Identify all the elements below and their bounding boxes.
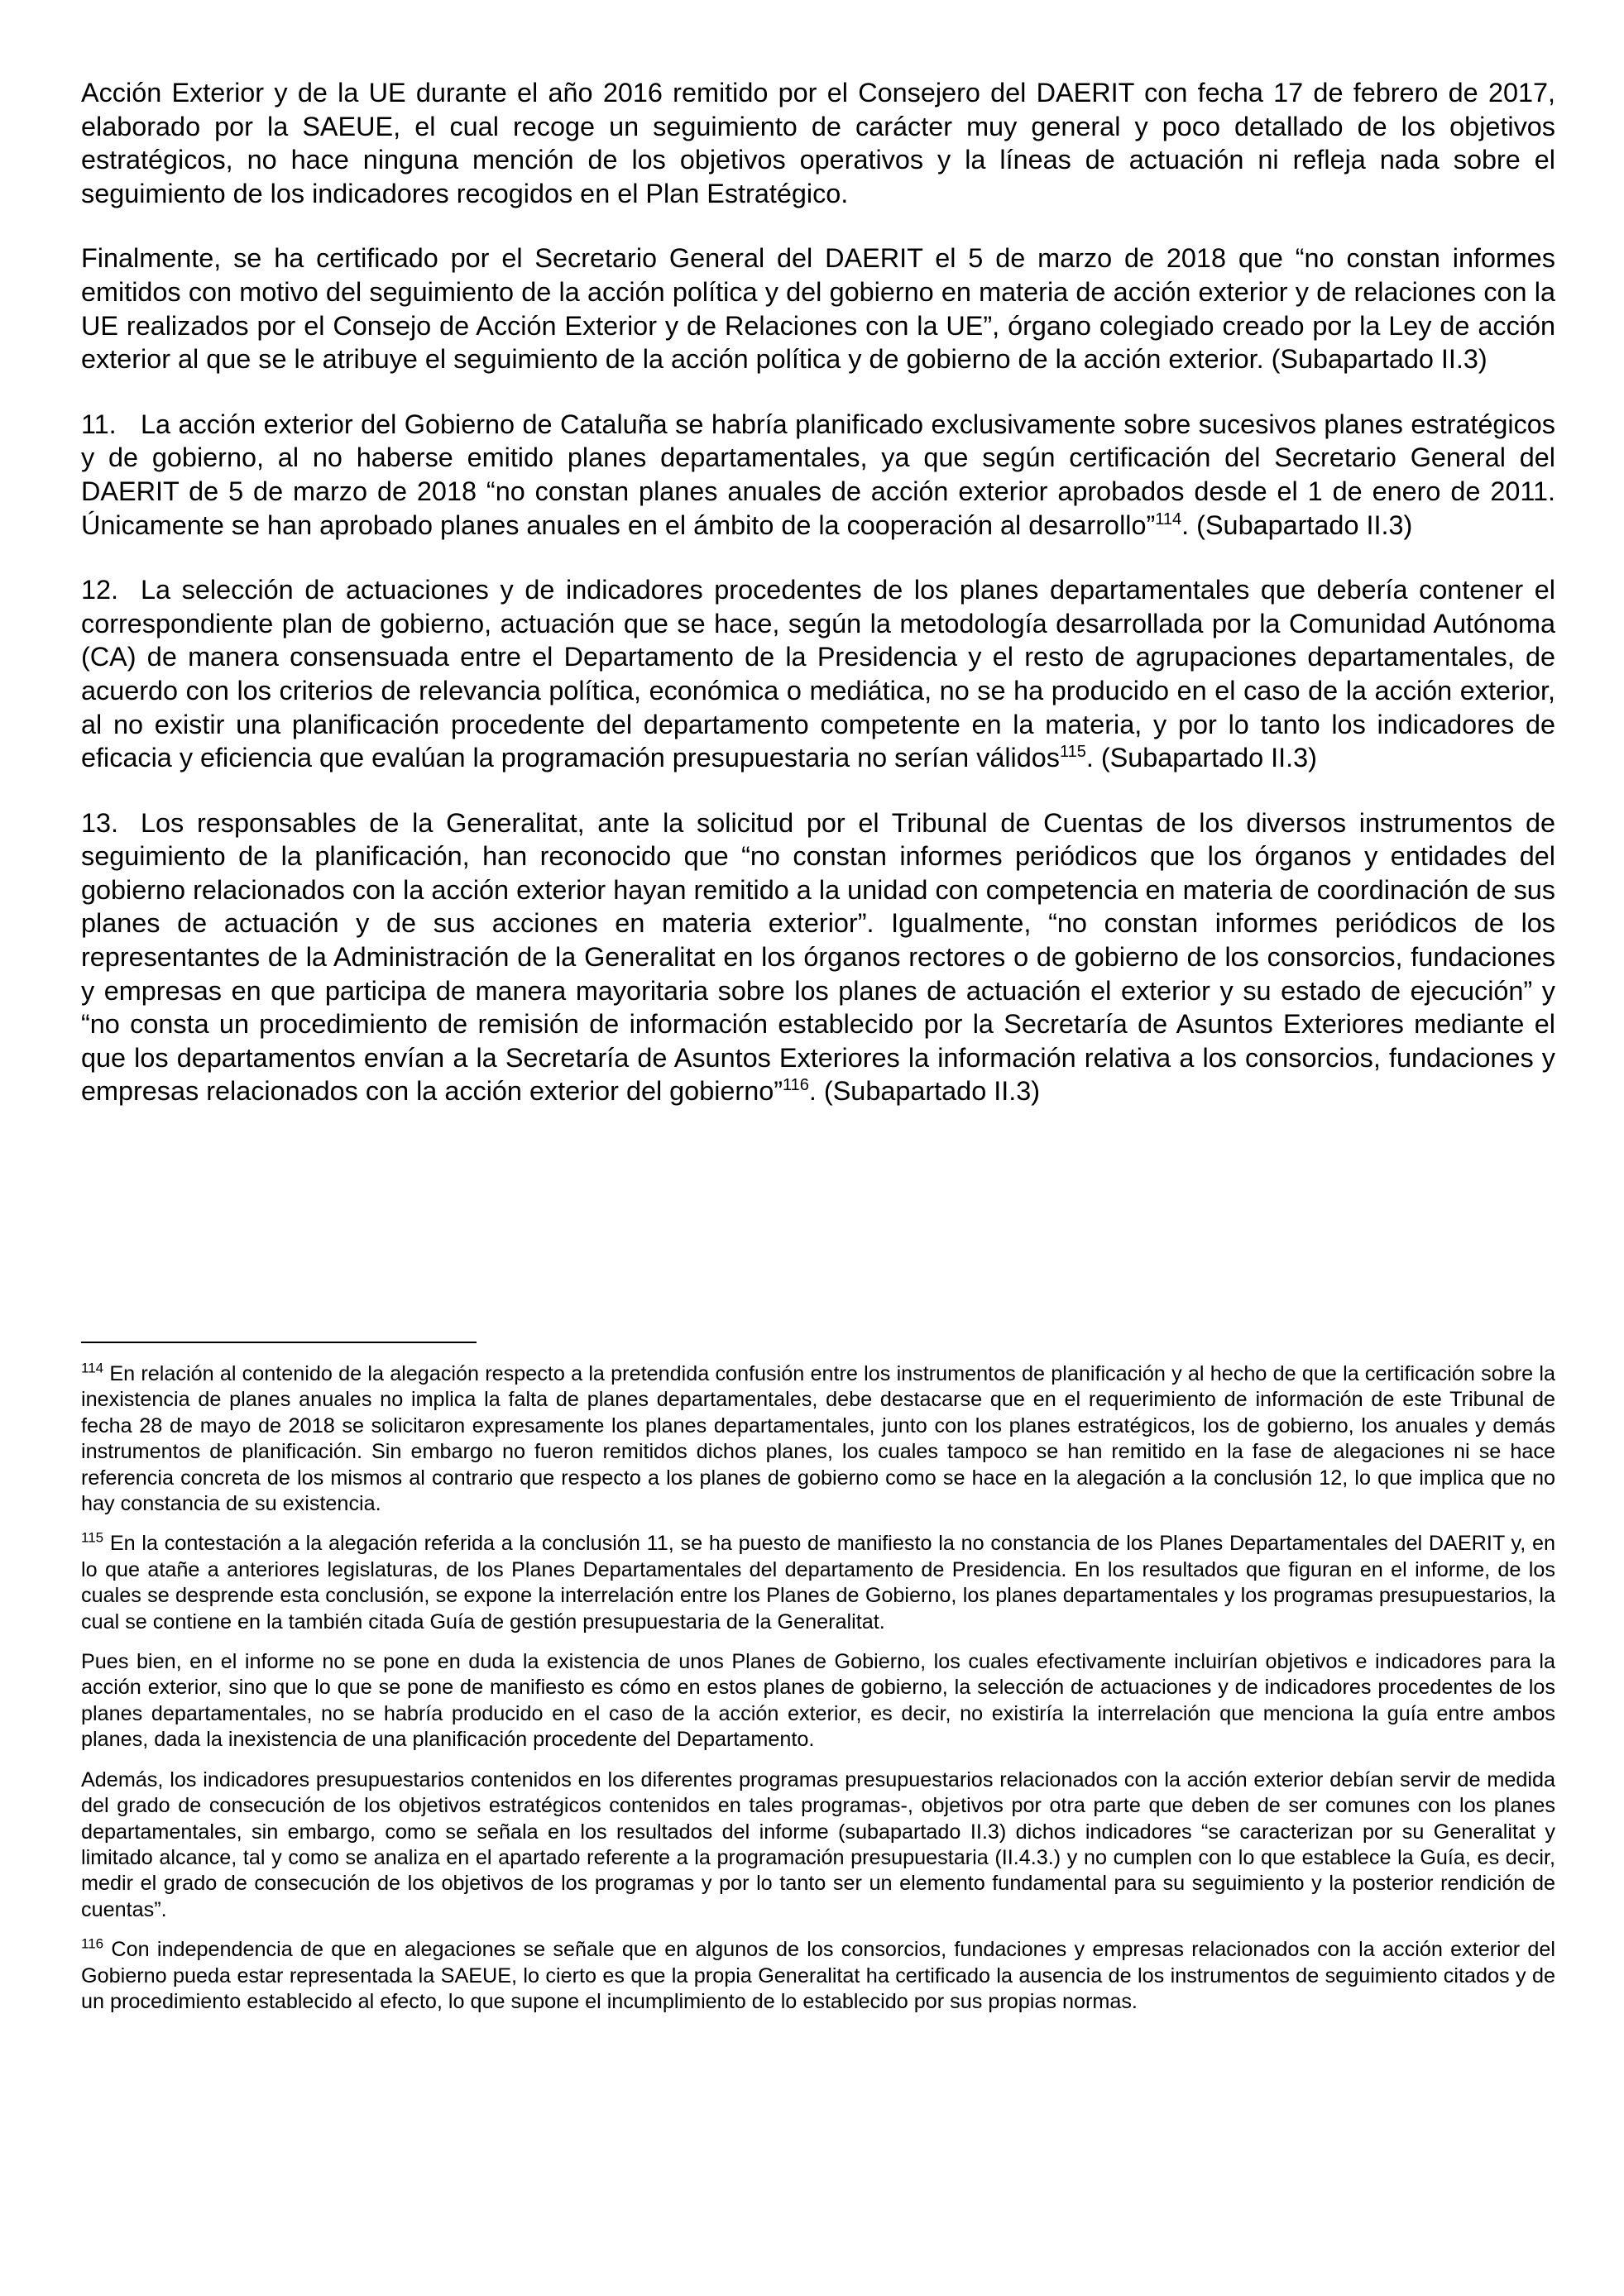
paragraph-text: Los responsables de la Generalitat, ante la solicitud por el Tribunal de Cuentas de los diversos instrumentos de seguimiento de la planificación, han reconocido que “no constan informes periódicos que los órganos y entidades del gobierno relacionados con la acción exterior hayan remitido a la unidad con competencia en materia de coordinación de sus planes de actuación y de sus acciones en materia exterior”. Igualmente, “no constan informes periódicos de los representantes de la Administración de la Generalitat en los órganos rectores o de gobierno de los consorcios, fundaciones y empresas en que participa de manera mayoritaria sobre los planes de actuación el exterior y su estado de ejecución” y “no consta un procedimiento de remisión de información establecido por la Secretaría de Asuntos Exteriores mediante el que los departamentos envían a la Secretaría de Asuntos Exteriores la información relativa a los consorcios, fundaciones y empresas relacionados con la acción exterior del gobierno” bbox=[81, 807, 1555, 1107]
footnote-number: 115 bbox=[81, 1530, 104, 1547]
document-page bbox=[81, 76, 1555, 2029]
paragraph-continuation bbox=[81, 76, 1555, 210]
footnote-text: En la contestación a la alegación referida a la conclusión 11, se ha puesto de manifiesto la no constancia de los Planes Departamentales del DAERIT y, en lo que atañe a anteriores legislaturas, de los Planes Departamentales del departamento de Presidencia. En los resultados que figuran en el informe, de los cuales se desprende esta conclusión, se expone la interrelación entre los Planes de Gobierno, los planes departamentales y los programas presupuestarios, la cual se contiene en la también citada Guía de gestión presupuestaria de la Generalitat. bbox=[81, 1532, 1555, 1634]
paragraph-11 bbox=[81, 408, 1555, 542]
paragraph-13 bbox=[81, 806, 1555, 1108]
footnote-text: Pues bien, en el informe no se pone en duda la existencia de unos Planes de Gobierno, los cuales efectivamente incluirían objetivos e indicadores para la acción exterior, sino que lo que se pone de manifiesto es cómo en estos planes de gobierno, la selección de actuaciones y de indicadores procedentes de los planes departamentales, no se habría producido en el caso de la acción exterior, es decir, no existiría la interrelación que menciona la guía entre ambos planes, dada la inexistencia de una planificación procedente del Departamento. bbox=[81, 1650, 1555, 1752]
paragraph-text: La acción exterior del Gobierno de Cataluña se habría planificado exclusivamente sobre sucesivos planes estratégicos y de gobierno, al no haberse emitido planes departamentales, ya que según certificación del Secretario General del DAERIT de 5 de marzo de 2018 “no constan planes anuales de acción exterior aprobados desde el 1 de enero de 2011. Únicamente se han aprobado planes anuales en el ámbito de la cooperación al desarrollo” bbox=[81, 409, 1555, 540]
paragraph-finalmente bbox=[81, 242, 1555, 375]
paragraph-tail: . (Subapartado II.3) bbox=[1085, 743, 1317, 773]
footnote-text: En relación al contenido de la alegación respecto a la pretendida confusión entre los instrumentos de planificación y al hecho de que la certificación sobre la inexistencia de planes anuales no implica la falta de planes departamentales, debe destacarse que en el requerimiento de información de este Tribunal de fecha 28 de mayo de 2018 se solicitaron expresamente los planes departamentales, junto con los planes estratégicos, los de gobierno, los anuales y demás instrumentos de planificación. Sin embargo no fueron remitidos dichos planes, los cuales tampoco se han remitido en la fase de alegaciones ni se hace referencia concreta de los mismos al contrario que respecto a los planes de gobierno como se hace en la alegación a la conclusión 12, lo que implica que no hay constancia de su existencia. bbox=[81, 1362, 1555, 1516]
footnote-114 bbox=[81, 1361, 1555, 1517]
footnote-number: 116 bbox=[81, 1935, 104, 1952]
paragraph-text: La selección de actuaciones y de indicadores procedentes de los planes departamentales que debería contener el correspondiente plan de gobierno, actuación que se hace, según la metodología desarrollada por la Comunidad Autónoma (CA) de manera consensuada entre el Departamento de la Presidencia y el resto de agrupaciones departamentales, de acuerdo con los criterios de relevancia política, económica o mediática, no se ha producido en el caso de la acción exterior, al no existir una planificación procedente del departamento competente en la materia, y por lo tanto los indicadores de eficacia y eficiencia que evalúan la programación presupuestaria no serían válidos bbox=[81, 575, 1555, 773]
footnote-ref-116[interactable]: 116 bbox=[783, 1076, 809, 1095]
paragraph-text: Acción Exterior y de la UE durante el año 2016 remitido por el Consejero del DAERIT con fecha 17 de febrero de 2017, elaborado por la SAEUE, el cual recoge un seguimiento de carácter muy general y poco detallado de los objetivos estratégicos, no hace ninguna mención de los objetivos operativos y la líneas de actuación ni refleja nada sobre el seguimiento de los indicadores recogidos en el Plan Estratégico. bbox=[81, 78, 1555, 208]
paragraph-text: Finalmente, se ha certificado por el Secretario General del DAERIT el 5 de marzo de 2018 que “no constan informes emitidos con motivo del seguimiento de la acción política y del gobierno en materia de acción exterior y de relaciones con la UE realizados por el Consejo de Acción Exterior y de Relaciones con la UE”, órgano colegiado creado por la Ley de acción exterior al que se le atribuye el seguimiento de la acción política y de gobierno de la acción exterior. (Subapartado II.3) bbox=[81, 243, 1555, 375]
main-text bbox=[81, 76, 1555, 1317]
footnote-ref-114[interactable]: 114 bbox=[1155, 509, 1182, 529]
footnote-ref-115[interactable]: 115 bbox=[1059, 743, 1086, 762]
footnote-separator bbox=[81, 1342, 477, 1343]
paragraph-tail: . (Subapartado II.3) bbox=[1181, 509, 1413, 540]
footnote-116 bbox=[81, 1937, 1555, 2015]
footnote-number: 114 bbox=[81, 1360, 104, 1376]
paragraph-number: 11. bbox=[81, 409, 117, 439]
paragraph-number: 12. bbox=[81, 575, 119, 605]
footnotes bbox=[81, 1361, 1555, 2015]
footnote-text: Con independencia de que en alegaciones se señale que en algunos de los consorcios, fundaciones y empresas relacionados con la acción exterior del Gobierno pueda estar representada la SAEUE, lo cierto es que la propia Generalitat ha certificado la ausencia de los instrumentos de seguimiento citados y de un procedimiento establecido al efecto, lo que supone el incumplimiento de lo establecido por sus propias normas. bbox=[81, 1938, 1555, 2013]
paragraph-tail: . (Subapartado II.3) bbox=[808, 1076, 1041, 1107]
footnote-115 bbox=[81, 1531, 1555, 1635]
footnote-text: Además, los indicadores presupuestarios contenidos en los diferentes programas presupuestarios relacionados con la acción exterior debían servir de medida del grado de consecución de los objetivos estratégicos contenidos en tales programas-, objetivos por otra parte que deben de ser comunes con los planes departamentales, sin embargo, como se señala en los resultados del informe (subapartado II.3) dichos indicadores “se caracterizan por su Generalitat y limitado alcance, tal y como se analiza en el apartado referente a la programación presupuestaria (II.4.3.) y no cumplen con lo que establece la Guía, es decir, medir el grado de consecución de los objetivos de los programas y por lo tanto ser un elemento fundamental para su seguimiento y la posterior rendición de cuentas”. bbox=[81, 1767, 1555, 1921]
paragraph-number: 13. bbox=[81, 807, 119, 838]
paragraph-12 bbox=[81, 573, 1555, 775]
footnote-115-paragraph-2 bbox=[81, 1649, 1555, 1753]
footnote-115-paragraph-3 bbox=[81, 1767, 1555, 1923]
